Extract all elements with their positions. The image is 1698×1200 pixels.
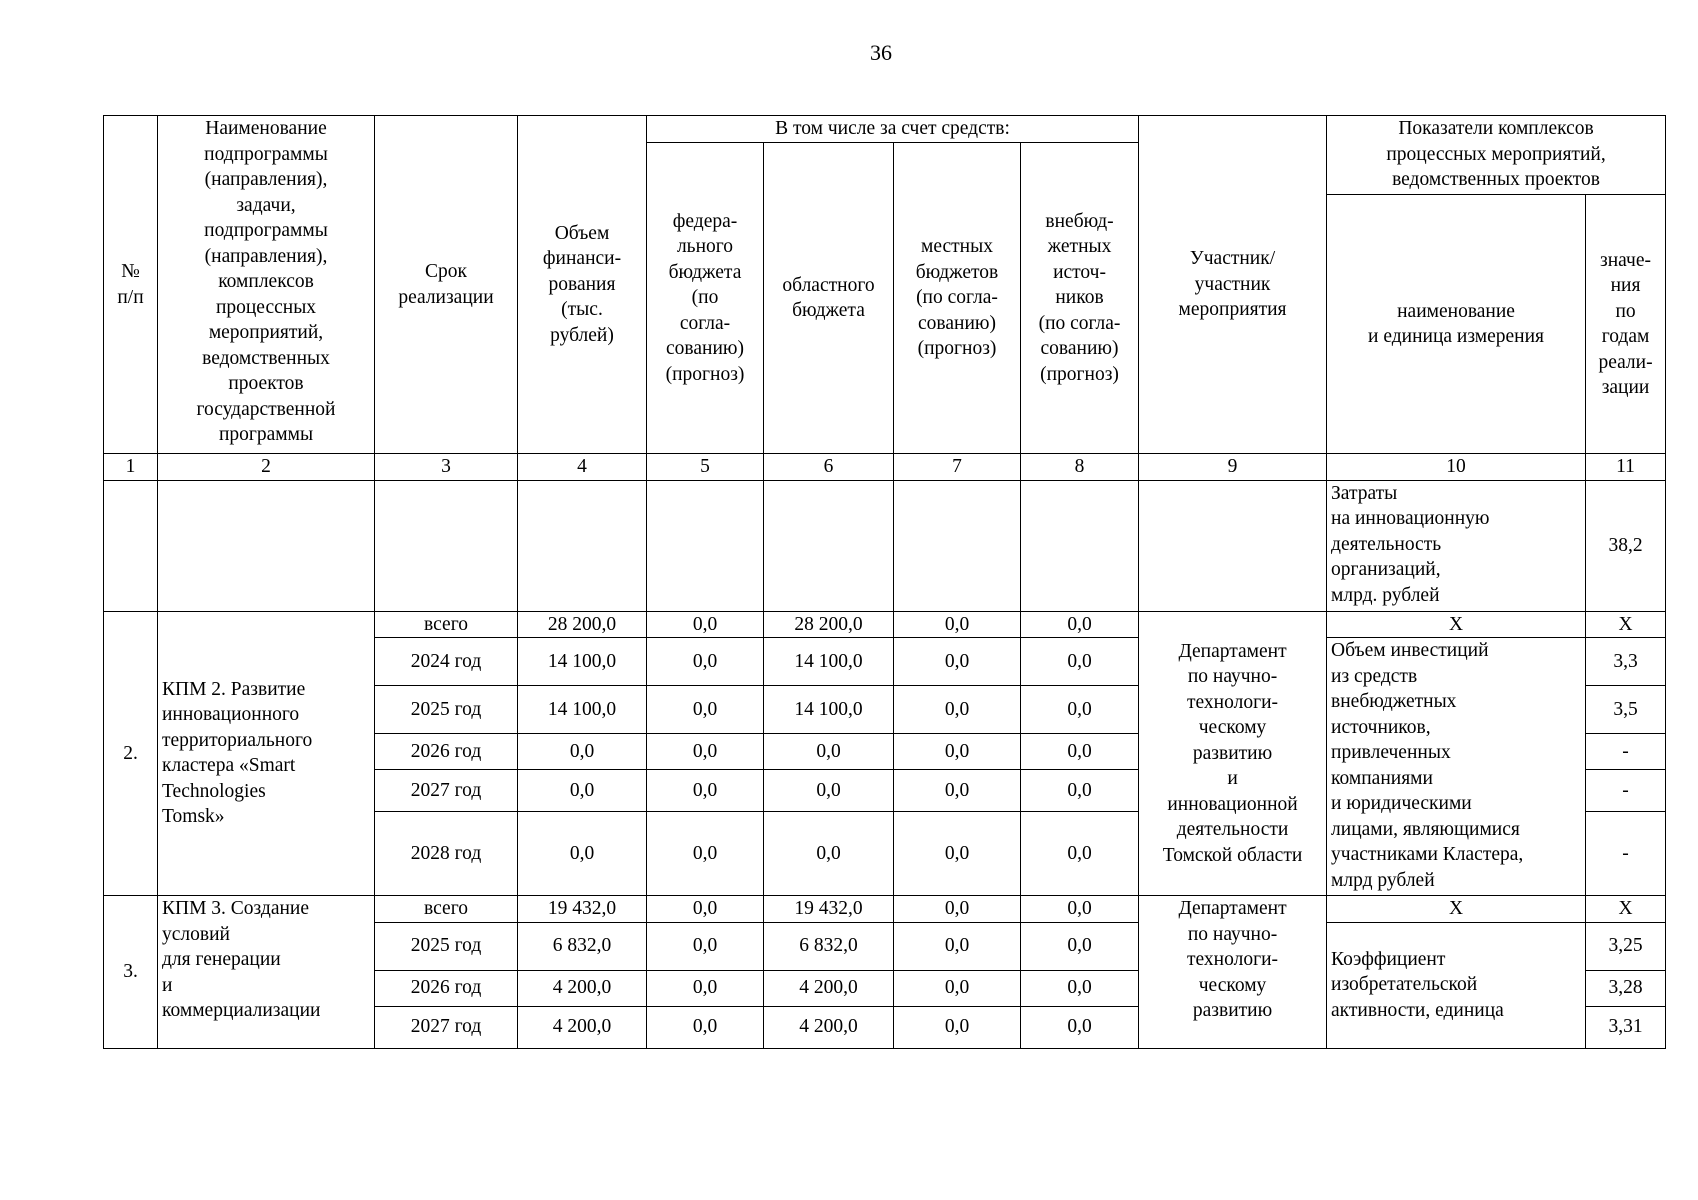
header-indicator-values: значе- ния по годам реали- зации bbox=[1586, 195, 1666, 454]
participant: Департамент по научно- технологи- ческому развитию и инновационной деятельности Томской области bbox=[1139, 611, 1327, 896]
indicator-name: Коэффициент изобретательской активности, единица bbox=[1327, 922, 1586, 1048]
indicator-value: 3,28 bbox=[1586, 970, 1666, 1006]
regional-cell: 4 200,0 bbox=[764, 1006, 894, 1048]
column-number: 2 bbox=[158, 454, 375, 481]
extrabudget-cell: 0,0 bbox=[1021, 812, 1139, 896]
local-cell: 0,0 bbox=[894, 686, 1021, 734]
extrabudget-cell: 0,0 bbox=[1021, 970, 1139, 1006]
header-volume: Объем финанси- рования (тыс. рублей) bbox=[518, 116, 647, 454]
federal-cell: 0,0 bbox=[647, 686, 764, 734]
extrabudget-cell: 0,0 bbox=[1021, 686, 1139, 734]
column-number: 9 bbox=[1139, 454, 1327, 481]
federal-cell: 0,0 bbox=[647, 970, 764, 1006]
indicator-value: - bbox=[1586, 770, 1666, 812]
total-cell: 0,0 bbox=[518, 734, 647, 770]
extrabudget-cell: 0,0 bbox=[1021, 1006, 1139, 1048]
period-cell: 2025 год bbox=[375, 686, 518, 734]
regional-cell: 14 100,0 bbox=[764, 686, 894, 734]
header-federal: федера- льного бюджета (по согла- сованию) (прогноз) bbox=[647, 143, 764, 454]
header-indicators-group: Показатели комплексов процессных мероприятий, ведомственных проектов bbox=[1327, 116, 1666, 195]
total-cell: 19 432,0 bbox=[518, 896, 647, 923]
indicator-value: - bbox=[1586, 812, 1666, 896]
column-number: 11 bbox=[1586, 454, 1666, 481]
regional-cell: 4 200,0 bbox=[764, 970, 894, 1006]
header-name: Наименование подпрограммы (направления), задачи, подпрограммы (направления), комплексов процессных мероприятий, ведомственных проектов государственной программы bbox=[158, 116, 375, 454]
column-number: 5 bbox=[647, 454, 764, 481]
period-cell: всего bbox=[375, 611, 518, 638]
regional-cell: 6 832,0 bbox=[764, 922, 894, 970]
table-row bbox=[104, 896, 1666, 923]
indicator-value: 38,2 bbox=[1586, 480, 1666, 611]
local-cell: 0,0 bbox=[894, 812, 1021, 896]
regional-cell: 28 200,0 bbox=[764, 611, 894, 638]
row-number: 3. bbox=[104, 896, 158, 1049]
program-table bbox=[103, 115, 1666, 1049]
header-regional: областного бюджета bbox=[764, 143, 894, 454]
header-local: местных бюджетов (по согла- сованию) (прогноз) bbox=[894, 143, 1021, 454]
local-cell: 0,0 bbox=[894, 611, 1021, 638]
indicator-value: X bbox=[1586, 896, 1666, 923]
continuation-row bbox=[104, 480, 1666, 611]
row-number: 2. bbox=[104, 611, 158, 896]
program-name: КПМ 2. Развитие инновационного территориального кластера «Smart Technologies Tomsk» bbox=[158, 611, 375, 896]
period-cell: 2027 год bbox=[375, 770, 518, 812]
extrabudget-cell: 0,0 bbox=[1021, 734, 1139, 770]
extrabudget-cell: 0,0 bbox=[1021, 896, 1139, 923]
header-indicator-name: наименование и единица измерения bbox=[1327, 195, 1586, 454]
indicator-value: - bbox=[1586, 734, 1666, 770]
total-cell: 0,0 bbox=[518, 812, 647, 896]
extrabudget-cell: 0,0 bbox=[1021, 922, 1139, 970]
federal-cell: 0,0 bbox=[647, 922, 764, 970]
indicator-value: 3,31 bbox=[1586, 1006, 1666, 1048]
indicator-value: 3,5 bbox=[1586, 686, 1666, 734]
federal-cell: 0,0 bbox=[647, 611, 764, 638]
column-number: 4 bbox=[518, 454, 647, 481]
federal-cell: 0,0 bbox=[647, 1006, 764, 1048]
extrabudget-cell: 0,0 bbox=[1021, 638, 1139, 686]
extrabudget-cell: 0,0 bbox=[1021, 770, 1139, 812]
indicator-value: 3,3 bbox=[1586, 638, 1666, 686]
regional-cell: 0,0 bbox=[764, 770, 894, 812]
indicator-name: X bbox=[1327, 611, 1586, 638]
regional-cell: 0,0 bbox=[764, 734, 894, 770]
federal-cell: 0,0 bbox=[647, 734, 764, 770]
indicator-value: X bbox=[1586, 611, 1666, 638]
participant: Департамент по научно- технологи- ческому развитию bbox=[1139, 896, 1327, 1049]
local-cell: 0,0 bbox=[894, 896, 1021, 923]
column-number-row bbox=[104, 454, 1666, 481]
total-cell: 28 200,0 bbox=[518, 611, 647, 638]
extrabudget-cell: 0,0 bbox=[1021, 611, 1139, 638]
header-participant: Участник/ участник мероприятия bbox=[1139, 116, 1327, 454]
federal-cell: 0,0 bbox=[647, 638, 764, 686]
indicator-name: Объем инвестиций из средств внебюджетных источников, привлеченных компаниями и юридическими лицами, являющимися участниками Кластера, млрд рублей bbox=[1327, 638, 1586, 896]
column-number: 8 bbox=[1021, 454, 1139, 481]
federal-cell: 0,0 bbox=[647, 812, 764, 896]
header-funding-group: В том числе за счет средств: bbox=[647, 116, 1139, 143]
local-cell: 0,0 bbox=[894, 638, 1021, 686]
period-cell: 2027 год bbox=[375, 1006, 518, 1048]
local-cell: 0,0 bbox=[894, 770, 1021, 812]
table-row bbox=[104, 611, 1666, 638]
regional-cell: 0,0 bbox=[764, 812, 894, 896]
federal-cell: 0,0 bbox=[647, 770, 764, 812]
period-cell: 2024 год bbox=[375, 638, 518, 686]
column-number: 10 bbox=[1327, 454, 1586, 481]
regional-cell: 19 432,0 bbox=[764, 896, 894, 923]
total-cell: 4 200,0 bbox=[518, 1006, 647, 1048]
period-cell: 2026 год bbox=[375, 734, 518, 770]
header-extrabudget: внебюд- жетных источ- ников (по согла- сованию) (прогноз) bbox=[1021, 143, 1139, 454]
header-period: Срок реализации bbox=[375, 116, 518, 454]
indicator-name: X bbox=[1327, 896, 1586, 923]
total-cell: 14 100,0 bbox=[518, 686, 647, 734]
page-number: 36 bbox=[870, 40, 892, 65]
regional-cell: 14 100,0 bbox=[764, 638, 894, 686]
header-number: № п/п bbox=[104, 116, 158, 454]
period-cell: всего bbox=[375, 896, 518, 923]
total-cell: 4 200,0 bbox=[518, 970, 647, 1006]
column-number: 7 bbox=[894, 454, 1021, 481]
total-cell: 0,0 bbox=[518, 770, 647, 812]
total-cell: 6 832,0 bbox=[518, 922, 647, 970]
indicator-name: Затраты на инновационную деятельность организаций, млрд. рублей bbox=[1327, 480, 1586, 611]
column-number: 6 bbox=[764, 454, 894, 481]
column-number: 1 bbox=[104, 454, 158, 481]
local-cell: 0,0 bbox=[894, 922, 1021, 970]
total-cell: 14 100,0 bbox=[518, 638, 647, 686]
local-cell: 0,0 bbox=[894, 734, 1021, 770]
local-cell: 0,0 bbox=[894, 1006, 1021, 1048]
period-cell: 2028 год bbox=[375, 812, 518, 896]
period-cell: 2026 год bbox=[375, 970, 518, 1006]
local-cell: 0,0 bbox=[894, 970, 1021, 1006]
period-cell: 2025 год bbox=[375, 922, 518, 970]
column-number: 3 bbox=[375, 454, 518, 481]
federal-cell: 0,0 bbox=[647, 896, 764, 923]
indicator-value: 3,25 bbox=[1586, 922, 1666, 970]
program-name: КПМ 3. Создание условий для генерации и коммерциализации bbox=[158, 896, 375, 1049]
